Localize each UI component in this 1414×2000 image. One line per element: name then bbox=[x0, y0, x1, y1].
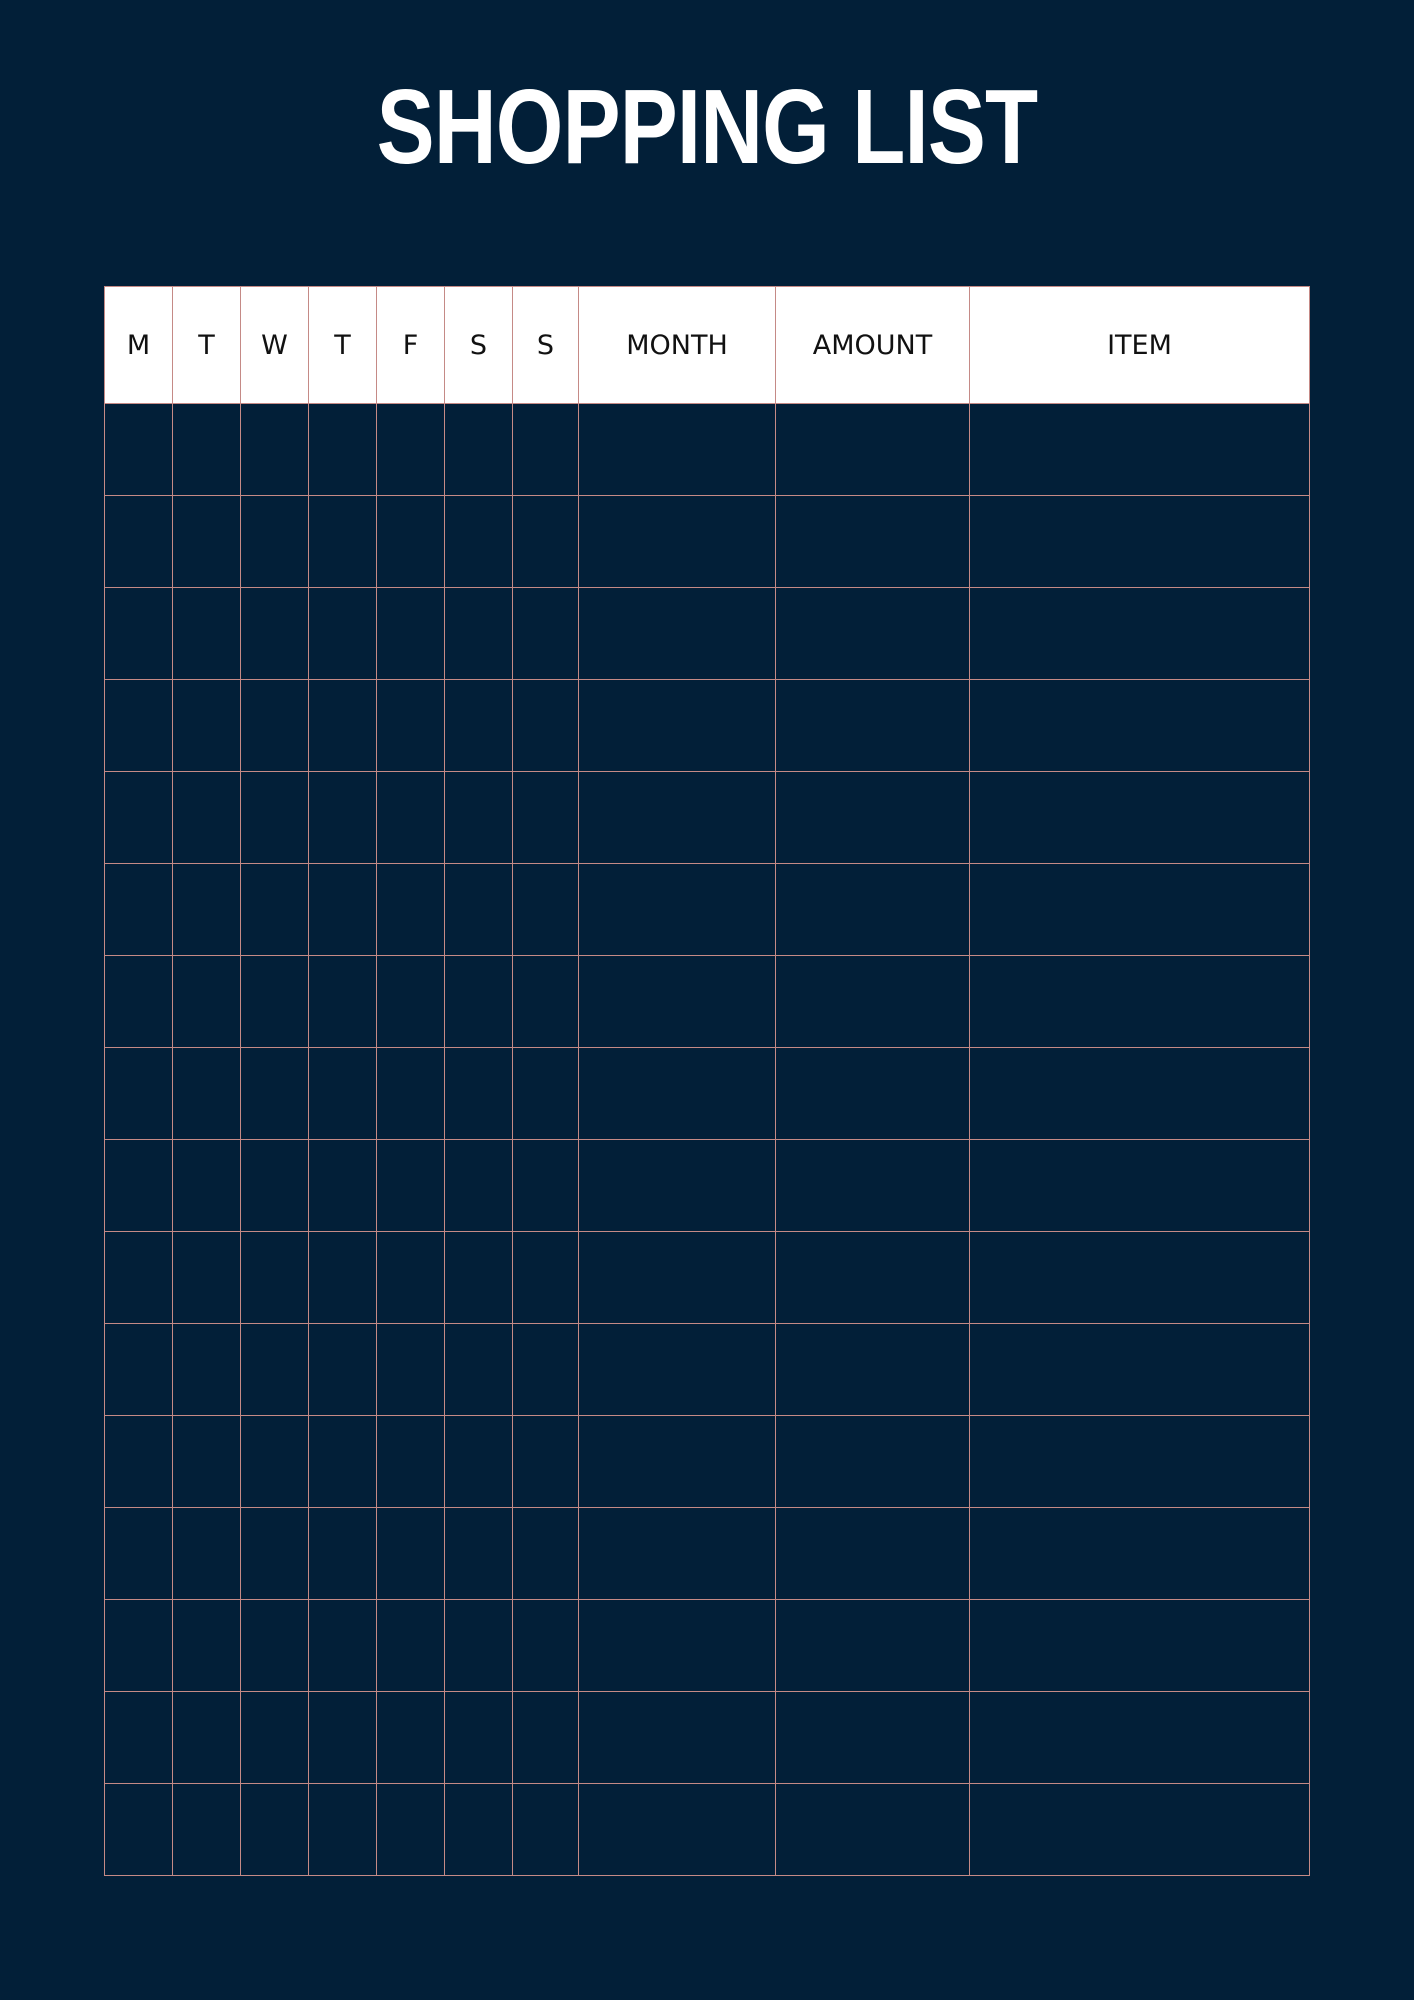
cell-thursday[interactable] bbox=[309, 680, 377, 772]
cell-wednesday[interactable] bbox=[241, 496, 309, 588]
cell-amount[interactable] bbox=[776, 680, 970, 772]
cell-saturday[interactable] bbox=[445, 1416, 513, 1508]
cell-sunday[interactable] bbox=[513, 1140, 579, 1232]
cell-tuesday[interactable] bbox=[173, 1324, 241, 1416]
column-header-monday: M bbox=[105, 287, 173, 404]
cell-wednesday[interactable] bbox=[241, 1600, 309, 1692]
cell-saturday[interactable] bbox=[445, 1784, 513, 1876]
cell-monday[interactable] bbox=[105, 956, 173, 1048]
cell-friday[interactable] bbox=[377, 496, 445, 588]
cell-tuesday[interactable] bbox=[173, 1416, 241, 1508]
cell-wednesday[interactable] bbox=[241, 1784, 309, 1876]
table-row bbox=[105, 1784, 1310, 1876]
cell-monday[interactable] bbox=[105, 1692, 173, 1784]
cell-month[interactable] bbox=[579, 1508, 776, 1600]
cell-item[interactable] bbox=[970, 1048, 1310, 1140]
table-row bbox=[105, 680, 1310, 772]
cell-wednesday[interactable] bbox=[241, 680, 309, 772]
cell-month[interactable] bbox=[579, 680, 776, 772]
cell-item[interactable] bbox=[970, 404, 1310, 496]
column-header-friday: F bbox=[377, 287, 445, 404]
cell-sunday[interactable] bbox=[513, 772, 579, 864]
cell-thursday[interactable] bbox=[309, 1048, 377, 1140]
cell-thursday[interactable] bbox=[309, 1232, 377, 1324]
cell-monday[interactable] bbox=[105, 1140, 173, 1232]
cell-month[interactable] bbox=[579, 1232, 776, 1324]
cell-tuesday[interactable] bbox=[173, 772, 241, 864]
cell-sunday[interactable] bbox=[513, 496, 579, 588]
cell-tuesday[interactable] bbox=[173, 1140, 241, 1232]
cell-item[interactable] bbox=[970, 1692, 1310, 1784]
cell-tuesday[interactable] bbox=[173, 1784, 241, 1876]
cell-monday[interactable] bbox=[105, 496, 173, 588]
cell-sunday[interactable] bbox=[513, 1692, 579, 1784]
table-row bbox=[105, 1416, 1310, 1508]
cell-month[interactable] bbox=[579, 1048, 776, 1140]
cell-amount[interactable] bbox=[776, 772, 970, 864]
column-header-saturday: S bbox=[445, 287, 513, 404]
cell-sunday[interactable] bbox=[513, 1784, 579, 1876]
cell-sunday[interactable] bbox=[513, 1416, 579, 1508]
cell-saturday[interactable] bbox=[445, 1692, 513, 1784]
cell-thursday[interactable] bbox=[309, 1324, 377, 1416]
cell-wednesday[interactable] bbox=[241, 1140, 309, 1232]
cell-amount[interactable] bbox=[776, 956, 970, 1048]
cell-item[interactable] bbox=[970, 956, 1310, 1048]
table-row bbox=[105, 1232, 1310, 1324]
cell-amount[interactable] bbox=[776, 1416, 970, 1508]
cell-sunday[interactable] bbox=[513, 680, 579, 772]
cell-monday[interactable] bbox=[105, 588, 173, 680]
header-row bbox=[105, 287, 1310, 404]
cell-friday[interactable] bbox=[377, 1508, 445, 1600]
cell-monday[interactable] bbox=[105, 1600, 173, 1692]
cell-sunday[interactable] bbox=[513, 1324, 579, 1416]
cell-sunday[interactable] bbox=[513, 588, 579, 680]
cell-tuesday[interactable] bbox=[173, 1232, 241, 1324]
cell-item[interactable] bbox=[970, 496, 1310, 588]
table-row bbox=[105, 404, 1310, 496]
cell-saturday[interactable] bbox=[445, 404, 513, 496]
cell-amount[interactable] bbox=[776, 864, 970, 956]
table-row bbox=[105, 864, 1310, 956]
cell-item[interactable] bbox=[970, 1324, 1310, 1416]
table-row bbox=[105, 1600, 1310, 1692]
cell-item[interactable] bbox=[970, 1232, 1310, 1324]
cell-wednesday[interactable] bbox=[241, 864, 309, 956]
column-header-thursday: T bbox=[309, 287, 377, 404]
table-row bbox=[105, 772, 1310, 864]
cell-month[interactable] bbox=[579, 956, 776, 1048]
cell-tuesday[interactable] bbox=[173, 1600, 241, 1692]
shopping-list-table bbox=[104, 286, 1310, 1876]
cell-tuesday[interactable] bbox=[173, 1508, 241, 1600]
cell-friday[interactable] bbox=[377, 1232, 445, 1324]
table-body bbox=[105, 404, 1310, 1876]
cell-wednesday[interactable] bbox=[241, 1416, 309, 1508]
cell-month[interactable] bbox=[579, 1140, 776, 1232]
table-row bbox=[105, 1048, 1310, 1140]
cell-saturday[interactable] bbox=[445, 1140, 513, 1232]
cell-monday[interactable] bbox=[105, 1508, 173, 1600]
cell-amount[interactable] bbox=[776, 1600, 970, 1692]
cell-tuesday[interactable] bbox=[173, 1692, 241, 1784]
cell-friday[interactable] bbox=[377, 588, 445, 680]
cell-wednesday[interactable] bbox=[241, 1048, 309, 1140]
cell-saturday[interactable] bbox=[445, 680, 513, 772]
table-row bbox=[105, 1508, 1310, 1600]
cell-monday[interactable] bbox=[105, 1324, 173, 1416]
cell-item[interactable] bbox=[970, 772, 1310, 864]
cell-month[interactable] bbox=[579, 496, 776, 588]
cell-saturday[interactable] bbox=[445, 588, 513, 680]
cell-monday[interactable] bbox=[105, 1048, 173, 1140]
cell-thursday[interactable] bbox=[309, 1416, 377, 1508]
table-row bbox=[105, 1692, 1310, 1784]
cell-thursday[interactable] bbox=[309, 1784, 377, 1876]
column-header-sunday: S bbox=[513, 287, 579, 404]
cell-friday[interactable] bbox=[377, 1140, 445, 1232]
cell-thursday[interactable] bbox=[309, 1508, 377, 1600]
cell-saturday[interactable] bbox=[445, 1508, 513, 1600]
cell-sunday[interactable] bbox=[513, 1600, 579, 1692]
cell-amount[interactable] bbox=[776, 1324, 970, 1416]
cell-saturday[interactable] bbox=[445, 1232, 513, 1324]
cell-tuesday[interactable] bbox=[173, 864, 241, 956]
cell-thursday[interactable] bbox=[309, 1140, 377, 1232]
table-row bbox=[105, 588, 1310, 680]
cell-wednesday[interactable] bbox=[241, 588, 309, 680]
cell-wednesday[interactable] bbox=[241, 956, 309, 1048]
cell-friday[interactable] bbox=[377, 1416, 445, 1508]
cell-amount[interactable] bbox=[776, 1048, 970, 1140]
cell-month[interactable] bbox=[579, 588, 776, 680]
table-row bbox=[105, 1324, 1310, 1416]
cell-month[interactable] bbox=[579, 864, 776, 956]
column-header-amount: AMOUNT bbox=[776, 287, 970, 404]
cell-friday[interactable] bbox=[377, 772, 445, 864]
cell-tuesday[interactable] bbox=[173, 1048, 241, 1140]
cell-amount[interactable] bbox=[776, 1784, 970, 1876]
cell-monday[interactable] bbox=[105, 680, 173, 772]
cell-sunday[interactable] bbox=[513, 1048, 579, 1140]
cell-amount[interactable] bbox=[776, 1232, 970, 1324]
table-row bbox=[105, 496, 1310, 588]
cell-tuesday[interactable] bbox=[173, 588, 241, 680]
cell-item[interactable] bbox=[970, 680, 1310, 772]
cell-sunday[interactable] bbox=[513, 404, 579, 496]
cell-thursday[interactable] bbox=[309, 864, 377, 956]
cell-month[interactable] bbox=[579, 404, 776, 496]
cell-wednesday[interactable] bbox=[241, 1232, 309, 1324]
cell-thursday[interactable] bbox=[309, 404, 377, 496]
cell-amount[interactable] bbox=[776, 1140, 970, 1232]
page-title: SHOPPING LIST bbox=[376, 68, 1038, 186]
cell-month[interactable] bbox=[579, 1600, 776, 1692]
cell-month[interactable] bbox=[579, 1784, 776, 1876]
cell-month[interactable] bbox=[579, 1324, 776, 1416]
cell-friday[interactable] bbox=[377, 956, 445, 1048]
cell-month[interactable] bbox=[579, 1692, 776, 1784]
cell-item[interactable] bbox=[970, 864, 1310, 956]
cell-tuesday[interactable] bbox=[173, 680, 241, 772]
cell-friday[interactable] bbox=[377, 1600, 445, 1692]
cell-friday[interactable] bbox=[377, 1692, 445, 1784]
cell-month[interactable] bbox=[579, 1416, 776, 1508]
cell-wednesday[interactable] bbox=[241, 1324, 309, 1416]
cell-monday[interactable] bbox=[105, 1416, 173, 1508]
cell-monday[interactable] bbox=[105, 1784, 173, 1876]
cell-item[interactable] bbox=[970, 1784, 1310, 1876]
cell-tuesday[interactable] bbox=[173, 956, 241, 1048]
cell-monday[interactable] bbox=[105, 404, 173, 496]
cell-thursday[interactable] bbox=[309, 772, 377, 864]
cell-item[interactable] bbox=[970, 1140, 1310, 1232]
cell-sunday[interactable] bbox=[513, 956, 579, 1048]
cell-item[interactable] bbox=[970, 1416, 1310, 1508]
cell-friday[interactable] bbox=[377, 864, 445, 956]
cell-sunday[interactable] bbox=[513, 1232, 579, 1324]
cell-thursday[interactable] bbox=[309, 588, 377, 680]
cell-wednesday[interactable] bbox=[241, 1508, 309, 1600]
column-header-item: ITEM bbox=[970, 287, 1310, 404]
cell-amount[interactable] bbox=[776, 1508, 970, 1600]
cell-monday[interactable] bbox=[105, 1232, 173, 1324]
cell-amount[interactable] bbox=[776, 496, 970, 588]
cell-wednesday[interactable] bbox=[241, 1692, 309, 1784]
cell-saturday[interactable] bbox=[445, 1324, 513, 1416]
cell-saturday[interactable] bbox=[445, 1048, 513, 1140]
cell-friday[interactable] bbox=[377, 1324, 445, 1416]
cell-thursday[interactable] bbox=[309, 496, 377, 588]
column-header-wednesday: W bbox=[241, 287, 309, 404]
cell-tuesday[interactable] bbox=[173, 496, 241, 588]
cell-month[interactable] bbox=[579, 772, 776, 864]
column-header-tuesday: T bbox=[173, 287, 241, 404]
column-header-month: MONTH bbox=[579, 287, 776, 404]
cell-saturday[interactable] bbox=[445, 496, 513, 588]
cell-amount[interactable] bbox=[776, 404, 970, 496]
cell-saturday[interactable] bbox=[445, 956, 513, 1048]
cell-item[interactable] bbox=[970, 588, 1310, 680]
cell-sunday[interactable] bbox=[513, 1508, 579, 1600]
cell-saturday[interactable] bbox=[445, 864, 513, 956]
cell-thursday[interactable] bbox=[309, 1600, 377, 1692]
table-row bbox=[105, 956, 1310, 1048]
cell-friday[interactable] bbox=[377, 404, 445, 496]
cell-item[interactable] bbox=[970, 1508, 1310, 1600]
cell-friday[interactable] bbox=[377, 1048, 445, 1140]
cell-sunday[interactable] bbox=[513, 864, 579, 956]
cell-monday[interactable] bbox=[105, 772, 173, 864]
cell-item[interactable] bbox=[970, 1600, 1310, 1692]
cell-saturday[interactable] bbox=[445, 772, 513, 864]
cell-saturday[interactable] bbox=[445, 1600, 513, 1692]
cell-wednesday[interactable] bbox=[241, 772, 309, 864]
cell-amount[interactable] bbox=[776, 588, 970, 680]
cell-thursday[interactable] bbox=[309, 1692, 377, 1784]
cell-wednesday[interactable] bbox=[241, 404, 309, 496]
cell-friday[interactable] bbox=[377, 680, 445, 772]
table-row bbox=[105, 1140, 1310, 1232]
cell-tuesday[interactable] bbox=[173, 404, 241, 496]
cell-friday[interactable] bbox=[377, 1784, 445, 1876]
cell-monday[interactable] bbox=[105, 864, 173, 956]
cell-amount[interactable] bbox=[776, 1692, 970, 1784]
cell-thursday[interactable] bbox=[309, 956, 377, 1048]
